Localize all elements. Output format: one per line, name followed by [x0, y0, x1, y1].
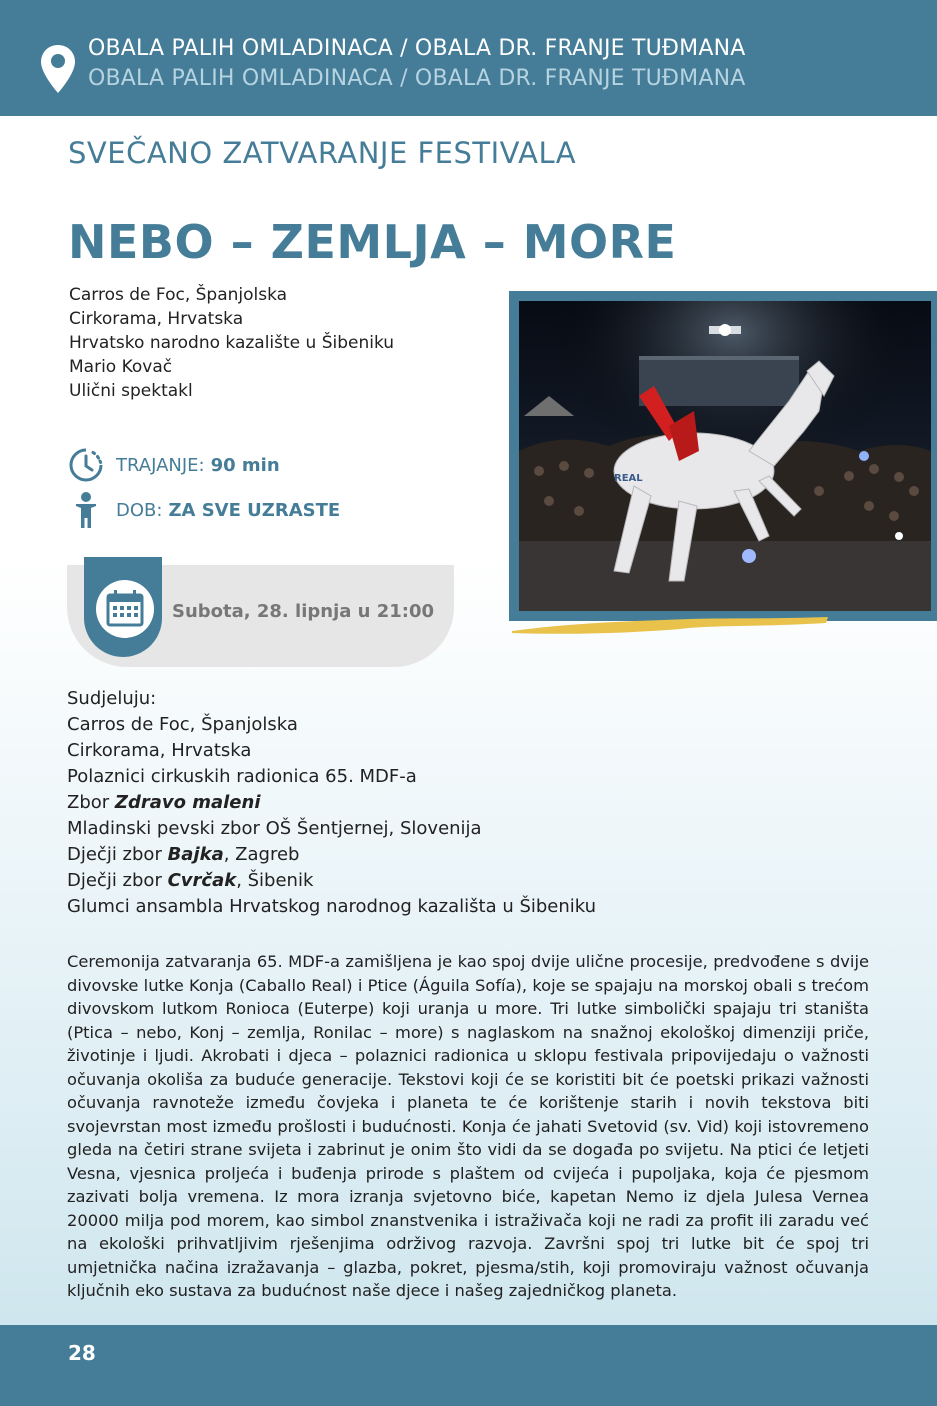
- credit-line: Hrvatsko narodno kazalište u Šibeniku: [69, 333, 395, 353]
- calendar-icon: [96, 580, 154, 638]
- event-description: Ceremonija zatvaranja 65. MDF-a zamišljena je kao spoj dvije ulične procesije, predvođene s dvije divovske lutke Konja (Caballo Real) i Ptice (Águila Sofía), koje se spajaju na morskoj obali s trećom divovskom lutkom Ronioca (Euterpe) koji uranja u more. Tri lutke simbolički spajaju tri staništa (Ptica – nebo, Konj – zemlja, Ronilac – more) s naglaskom na snažnoj ekološkoj dimenziji priče, životinje i ljudi. Akrobati i djeca – polaznici radionica u sklopu festivala pripovijedaju o važnosti očuvanja okoliša za buduće generacije. Tekstovi koji će se koristiti bit će poetski prikazi važnosti očuvanja ravnoteže između čovjeka i planeta te će korištenje starih i novih tekstova biti svojevrstan most između prošlosti i budućnosti. Konja će jahati Svetovid (sv. Vid) koji istovremeno gleda na četiri strane svijeta i zabrinut je onim što vidi da se događa po svijetu. Na ptici će letjeti Vesna, vjesnica proljeća i buđenja prirode s plaštem od cvijeća i pupoljaka, koja će pjesmom zazivati bolja vremena. Iz mora izranja svjetovno biće, kapetan Nemo iz djela Julesa Vernea 20000 milja pod morem, kao simbol znanstvenika i istraživača koji ne radi za profit ili zaradu već na ekološki prihvatljivim rješenjima održivog razvoja. Završni spoj tri lutke bit će spoj tri umjetnička načina izražavanja – glazba, pokret, pjesma/stih, koji promoviraju važnost očuvanja ključnih eko sustava za budućnost naše djece i našeg zajedničkog planeta.: [67, 952, 869, 1300]
- age-label: DOB:: [116, 499, 163, 521]
- credit-line: Ulični spektakl: [69, 381, 193, 401]
- duration-row: [68, 447, 280, 483]
- credit-line: Carros de Foc, Španjolska: [69, 285, 288, 305]
- credit-line: Mario Kovač: [69, 357, 173, 377]
- event-date: Subota, 28. lipnja u 21:00: [172, 601, 435, 622]
- age-row: [68, 492, 340, 528]
- location-pin-icon: [40, 44, 76, 94]
- participant-item: Glumci ansambla Hrvatskog narodnog kazališta u Šibeniku: [67, 896, 597, 917]
- event-category: SVEČANO ZATVARANJE FESTIVALA: [68, 136, 577, 170]
- horse-label: REAL: [614, 473, 643, 484]
- credit-line: Cirkorama, Hrvatska: [69, 309, 244, 329]
- participant-item: Polaznici cirkuskih radionica 65. MDF-a: [67, 766, 417, 787]
- event-photo: [519, 301, 931, 611]
- participant-item: Cirkorama, Hrvatska: [67, 740, 252, 761]
- decorative-brush-stroke: [510, 615, 830, 637]
- location-secondary: OBALA PALIH OMLADINACA / OBALA DR. FRANJE TUĐMANA: [88, 66, 746, 91]
- duration-value: 90 min: [210, 454, 280, 476]
- duration-label: TRAJANJE:: [116, 454, 205, 476]
- participant-item: Zbor Zdravo maleni: [67, 792, 261, 813]
- participant-item: Dječji zbor Cvrčak, Šibenik: [67, 870, 314, 891]
- participant-item: Dječji zbor Bajka, Zagreb: [67, 844, 300, 865]
- location-header: [0, 0, 937, 116]
- participants-list: [67, 686, 596, 920]
- calendar-icon-badge: [96, 580, 154, 638]
- participant-item: Mladinski pevski zbor OŠ Šentjernej, Slovenija: [67, 818, 482, 839]
- event-title: NEBO – ZEMLJA – MORE: [68, 215, 677, 269]
- page-footer: [0, 1325, 937, 1406]
- event-photo-frame: [509, 291, 937, 621]
- participants-heading: Sudjeluju:: [67, 688, 157, 709]
- clock-icon: [68, 447, 104, 483]
- location-primary: OBALA PALIH OMLADINACA / OBALA DR. FRANJE TUĐMANA: [88, 36, 746, 61]
- event-credits: [69, 283, 394, 403]
- person-icon: [68, 492, 104, 528]
- page-number: 28: [68, 1341, 96, 1365]
- age-value: ZA SVE UZRASTE: [168, 499, 341, 521]
- participant-item: Carros de Foc, Španjolska: [67, 714, 298, 735]
